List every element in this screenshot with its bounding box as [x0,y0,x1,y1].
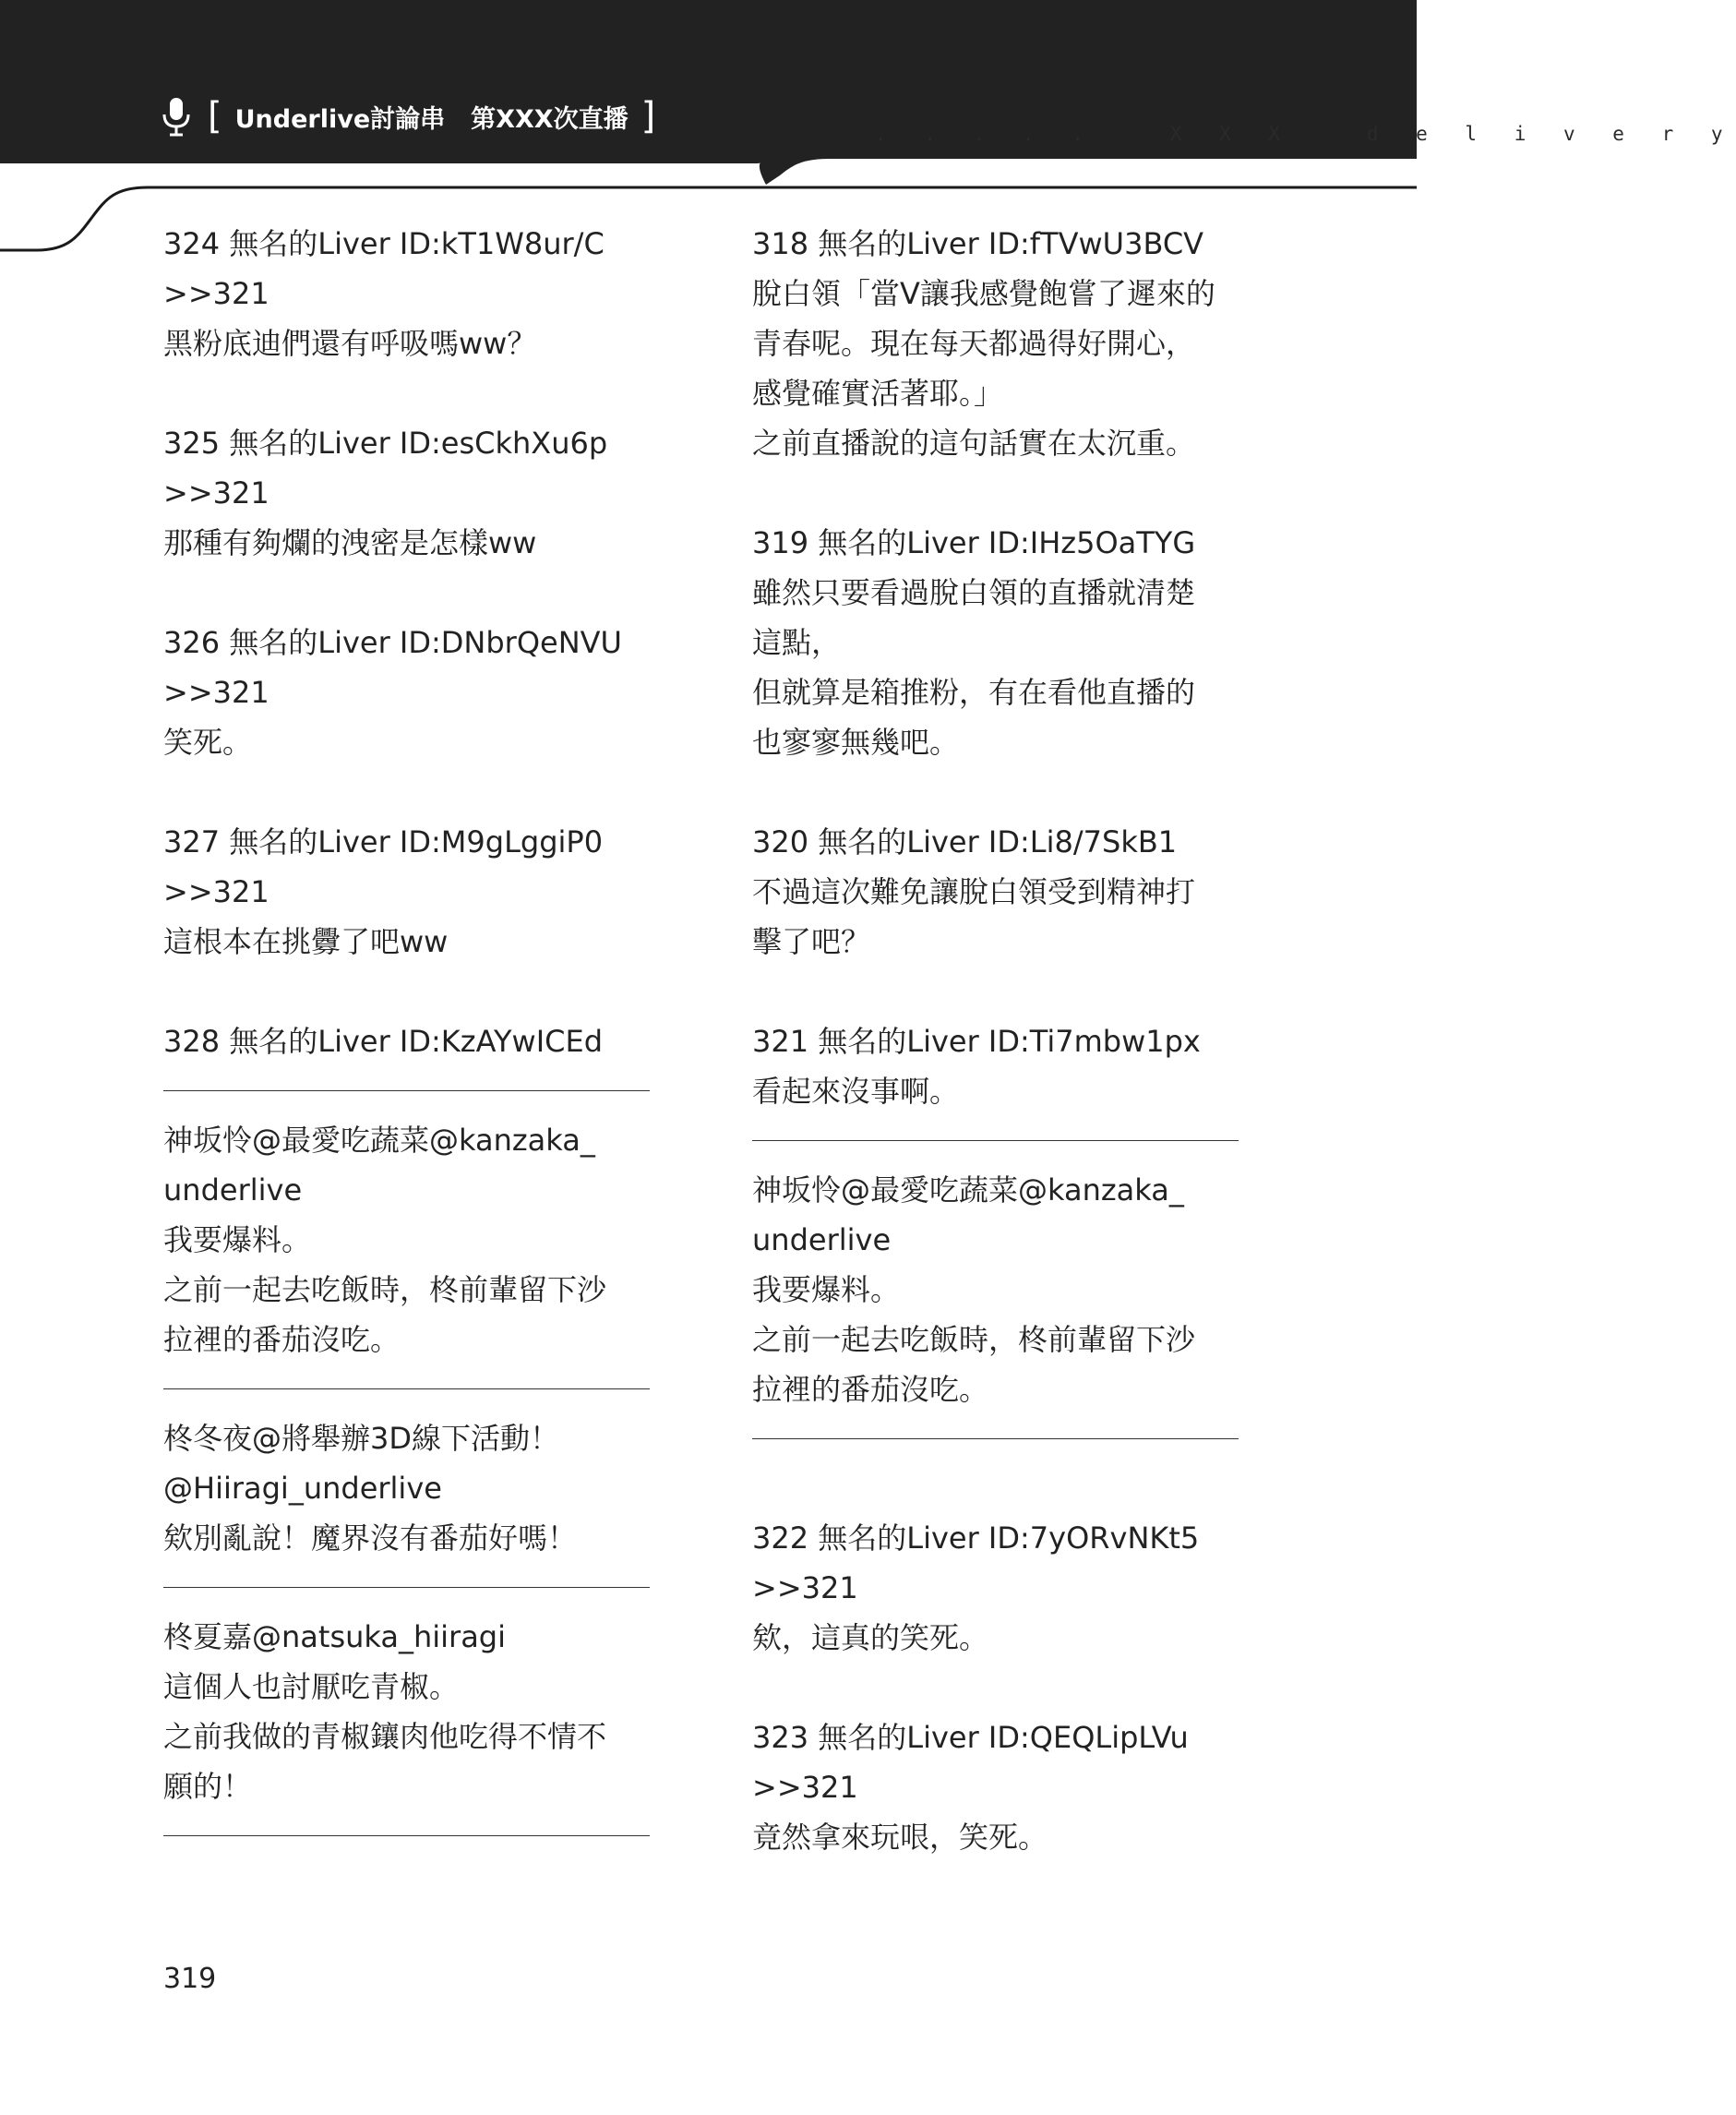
tweet-divider [163,1090,650,1091]
tweet-divider [163,1587,650,1588]
post-body-line: 感覺確實活著耶。」 [752,376,1004,411]
post-header: 320 無名的Liver ID:Li8/7SkB1 [752,824,1178,859]
tweet-text: 之前一起去吃飯時，柊前輩留下沙 [752,1322,1196,1357]
tweet-text: 我要爆料。 [163,1222,312,1257]
header-dark-top [0,0,1417,111]
tweet-text: 我要爆料。 [752,1272,901,1307]
post-body-line: 看起來沒事啊。 [752,1074,960,1109]
post-body-line: 擊了吧？ [752,924,871,959]
post-body-line: 欸，這真的笑死。 [752,1620,989,1655]
post-body-line: 之前直播說的這句話實在太沉重。 [752,426,1196,461]
bracket-close: ] [641,95,656,138]
post-header: 318 無名的Liver ID:fTVwU3BCV [752,226,1204,261]
post-327 [163,817,666,967]
embedded-tweet-kanzaka [752,1165,1255,1414]
tweet-text: 欸別亂說！魔界沒有番茄好嗎！ [163,1520,578,1556]
post-321 [752,1016,1255,1116]
right-column [752,219,1255,1862]
tweet-handle: @Hiiragi_underlive [163,1471,442,1506]
post-body-line: 竟然拿來玩哏，笑死。 [752,1820,1048,1855]
post-reply-ref: >>321 [163,475,269,511]
post-reply-ref: >>321 [163,276,269,311]
tweet-text: 拉裡的番茄沒吃。 [163,1322,401,1357]
post-328 [163,1016,666,1066]
tweet-text: 之前我做的青椒鑲肉他吃得不情不 [163,1719,607,1754]
post-body-line: 這根本在挑釁了吧ww [163,924,449,959]
post-body-line: 這點， [752,625,842,660]
tweet-divider [163,1835,650,1836]
tweet-divider [752,1140,1239,1141]
page-number: 319 [163,1963,217,1995]
post-header: 319 無名的Liver ID:IHz5OaTYG [752,525,1196,560]
post-reply-ref: >>321 [752,1570,858,1605]
thread-title-part2: 第XXX次直播 [471,104,629,134]
thread-title-part1: Underlive討論串 [234,104,446,134]
post-body-line: 青春呢。現在每天都過得好開心， [752,326,1196,361]
delivery-subtitle: . . . . . X X X d e l i v e r y [875,123,1736,145]
tweet-author: 柊冬夜@將舉辦3D線下活動！ [163,1421,560,1456]
post-reply-ref: >>321 [163,675,269,710]
post-header: 328 無名的Liver ID:KzAYwICEd [163,1024,604,1059]
post-body-line: 也寥寥無幾吧。 [752,725,960,760]
bracket-open: [ [208,95,222,138]
tweet-author: 柊夏嘉@natsuka_hiiragi [163,1619,507,1654]
post-body-line: 笑死。 [163,725,253,760]
post-header: 326 無名的Liver ID:DNbrQeNVU [163,625,622,660]
post-body-line: 不過這次難免讓脫白領受到精神打 [752,874,1196,909]
tweet-handle: underlive [163,1172,303,1208]
post-header: 323 無名的Liver ID:QEQLipLVu [752,1720,1189,1755]
tweet-author: 神坂怜@最愛吃蔬菜@kanzaka_ [752,1172,1184,1208]
embedded-tweet-hiiragi-toya [163,1413,666,1563]
post-body-line: 黑粉底迪們還有呼吸嗎ww？ [163,326,537,361]
post-body-line: 那種有夠爛的洩密是怎樣ww [163,525,537,560]
post-body-line: 但就算是箱推粉，有在看他直播的 [752,675,1196,710]
post-body-line: 脫白領「當V讓我感覺飽嘗了遲來的 [752,276,1215,311]
post-reply-ref: >>321 [163,874,269,909]
tweet-text: 願的！ [163,1769,253,1804]
tweet-divider [163,1388,650,1389]
post-319 [752,518,1255,767]
post-header: 324 無名的Liver ID:kT1W8ur/C [163,226,605,261]
post-323 [752,1712,1255,1862]
thread-title [208,96,655,137]
tweet-divider [752,1438,1239,1439]
tweet-text: 之前一起去吃飯時，柊前輩留下沙 [163,1272,607,1307]
post-320 [752,817,1255,967]
tweet-handle: underlive [752,1222,892,1257]
post-header: 321 無名的Liver ID:Ti7mbw1px [752,1024,1201,1059]
post-body-line: 雖然只要看過脫白領的直播就清楚 [752,575,1196,610]
post-reply-ref: >>321 [752,1770,858,1805]
post-325 [163,418,666,568]
embedded-tweet-kanzaka [163,1115,666,1364]
microphone-icon [160,96,193,137]
embedded-tweet-hiiragi-natsuka [163,1612,666,1811]
post-322 [752,1513,1255,1663]
post-header: 325 無名的Liver ID:esCkhXu6p [163,426,608,461]
post-318 [752,219,1255,468]
tweet-author: 神坂怜@最愛吃蔬菜@kanzaka_ [163,1123,595,1158]
post-header: 327 無名的Liver ID:M9gLggiP0 [163,824,604,859]
post-326 [163,618,666,767]
tweet-text: 拉裡的番茄沒吃。 [752,1372,989,1407]
tweet-text: 這個人也討厭吃青椒。 [163,1669,460,1704]
post-header: 322 無名的Liver ID:7yORvNKt5 [752,1520,1200,1556]
post-324 [163,219,666,368]
left-column [163,219,666,1860]
